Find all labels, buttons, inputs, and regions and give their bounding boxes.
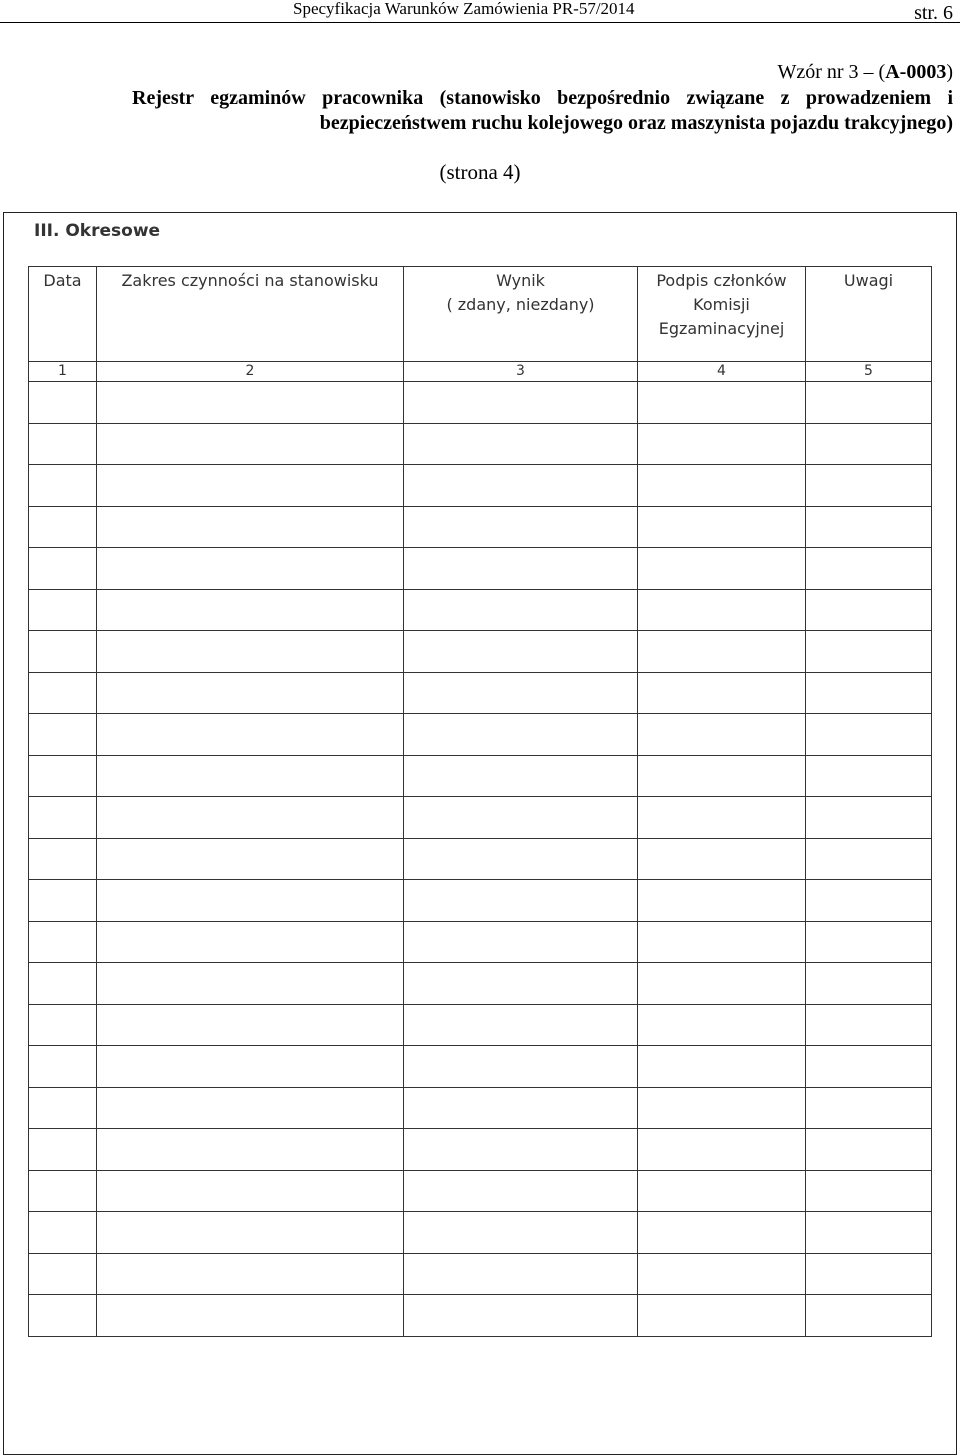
- table-row: [29, 1087, 932, 1129]
- signature-cell: [638, 1004, 806, 1046]
- remarks-cell: [806, 1087, 932, 1129]
- exam-register-table: [28, 266, 932, 1337]
- scope-cell: [97, 880, 404, 922]
- date-cell: [29, 963, 97, 1005]
- table-row: [29, 1004, 932, 1046]
- table-row: [29, 1046, 932, 1088]
- date-cell: [29, 589, 97, 631]
- signature-cell: [638, 465, 806, 507]
- column-number: 1: [29, 362, 97, 382]
- date-cell: [29, 1253, 97, 1295]
- scope-cell: [97, 672, 404, 714]
- result-cell: [404, 797, 638, 839]
- remarks-cell: [806, 880, 932, 922]
- table-row: [29, 382, 932, 424]
- scope-cell: [97, 382, 404, 424]
- subpage-label: (strona 4): [439, 160, 521, 184]
- result-cell: [404, 714, 638, 756]
- table-row: [29, 548, 932, 590]
- date-cell: [29, 672, 97, 714]
- remarks-cell: [806, 1004, 932, 1046]
- signature-cell: [638, 382, 806, 424]
- register-rows: [29, 382, 932, 1337]
- scope-cell: [97, 1170, 404, 1212]
- pattern-label: [777, 61, 953, 84]
- date-cell: [29, 1046, 97, 1088]
- scope-cell: [97, 755, 404, 797]
- remarks-cell: [806, 465, 932, 507]
- result-cell: [404, 589, 638, 631]
- scope-cell: [97, 714, 404, 756]
- table-row: [29, 631, 932, 673]
- table-row: [29, 714, 932, 756]
- scope-cell: [97, 1253, 404, 1295]
- table-row: [29, 921, 932, 963]
- scope-cell: [97, 1004, 404, 1046]
- column-header-remarks: Uwagi: [806, 267, 932, 362]
- page-number: str. 6: [914, 2, 953, 24]
- remarks-cell: [806, 631, 932, 673]
- date-cell: [29, 631, 97, 673]
- column-header-result: Wynik ( zdany, niezdany): [404, 267, 638, 362]
- signature-cell: [638, 880, 806, 922]
- remarks-cell: [806, 755, 932, 797]
- column-number: 3: [404, 362, 638, 382]
- scope-cell: [97, 631, 404, 673]
- scope-cell: [97, 1046, 404, 1088]
- result-cell: [404, 1253, 638, 1295]
- scope-cell: [97, 963, 404, 1005]
- column-header-scope: Zakres czynności na stanowisku: [97, 267, 404, 362]
- result-cell: [404, 423, 638, 465]
- result-cell: [404, 548, 638, 590]
- remarks-cell: [806, 1129, 932, 1171]
- table-row: [29, 1295, 932, 1337]
- page-header: [0, 0, 960, 23]
- date-cell: [29, 838, 97, 880]
- signature-cell: [638, 1170, 806, 1212]
- document-spec-title: Specyfikacja Warunków Zamówienia PR-57/2014: [293, 0, 635, 18]
- result-cell: [404, 672, 638, 714]
- pattern-code: A-0003: [885, 61, 947, 83]
- remarks-cell: [806, 548, 932, 590]
- remarks-cell: [806, 1212, 932, 1254]
- remarks-cell: [806, 963, 932, 1005]
- column-header-date: Data: [29, 267, 97, 362]
- signature-cell: [638, 1212, 806, 1254]
- date-cell: [29, 1170, 97, 1212]
- remarks-cell: [806, 714, 932, 756]
- scope-cell: [97, 506, 404, 548]
- result-cell: [404, 1004, 638, 1046]
- remarks-cell: [806, 1253, 932, 1295]
- remarks-cell: [806, 506, 932, 548]
- date-cell: [29, 1295, 97, 1337]
- date-cell: [29, 797, 97, 839]
- result-cell: [404, 755, 638, 797]
- scope-cell: [97, 1129, 404, 1171]
- register-title: Rejestr egzaminów pracownika (stanowisko bezpośrednio związane z prowadzeniem i bezpieczeństwem ruchu kolejowego oraz maszynista pojazdu trakcyjnego): [132, 87, 953, 134]
- table-row: [29, 1129, 932, 1171]
- result-cell: [404, 1129, 638, 1171]
- result-cell: [404, 921, 638, 963]
- table-row: [29, 880, 932, 922]
- signature-cell: [638, 963, 806, 1005]
- scope-cell: [97, 589, 404, 631]
- date-cell: [29, 880, 97, 922]
- remarks-cell: [806, 1046, 932, 1088]
- result-cell: [404, 465, 638, 507]
- result-cell: [404, 1170, 638, 1212]
- pattern-suffix: ): [946, 61, 953, 83]
- date-cell: [29, 506, 97, 548]
- table-row: [29, 465, 932, 507]
- date-cell: [29, 1004, 97, 1046]
- result-cell: [404, 1046, 638, 1088]
- result-cell: [404, 506, 638, 548]
- table-row: [29, 963, 932, 1005]
- date-cell: [29, 921, 97, 963]
- date-cell: [29, 1129, 97, 1171]
- column-number: 2: [97, 362, 404, 382]
- scope-cell: [97, 1212, 404, 1254]
- date-cell: [29, 755, 97, 797]
- signature-cell: [638, 755, 806, 797]
- column-number: 4: [638, 362, 806, 382]
- result-cell: [404, 880, 638, 922]
- result-cell: [404, 838, 638, 880]
- signature-cell: [638, 506, 806, 548]
- scope-cell: [97, 1295, 404, 1337]
- signature-cell: [638, 1295, 806, 1337]
- date-cell: [29, 465, 97, 507]
- signature-cell: [638, 921, 806, 963]
- section-title: III. Okresowe: [34, 221, 161, 241]
- result-cell: [404, 631, 638, 673]
- table-row: [29, 1212, 932, 1254]
- scope-cell: [97, 838, 404, 880]
- signature-cell: [638, 714, 806, 756]
- scope-cell: [97, 1087, 404, 1129]
- column-header-signature: Podpis członków Komisji Egzaminacyjnej: [638, 267, 806, 362]
- remarks-cell: [806, 838, 932, 880]
- table-row: [29, 755, 932, 797]
- signature-cell: [638, 838, 806, 880]
- signature-cell: [638, 1087, 806, 1129]
- date-cell: [29, 423, 97, 465]
- table-row: [29, 838, 932, 880]
- result-cell: [404, 1295, 638, 1337]
- scope-cell: [97, 921, 404, 963]
- table-row: [29, 672, 932, 714]
- scope-cell: [97, 548, 404, 590]
- date-cell: [29, 1212, 97, 1254]
- signature-cell: [638, 1046, 806, 1088]
- signature-cell: [638, 548, 806, 590]
- remarks-cell: [806, 589, 932, 631]
- remarks-cell: [806, 797, 932, 839]
- remarks-cell: [806, 672, 932, 714]
- table-row: [29, 1253, 932, 1295]
- signature-cell: [638, 672, 806, 714]
- table-row: [29, 423, 932, 465]
- table-row: [29, 797, 932, 839]
- date-cell: [29, 548, 97, 590]
- result-cell: [404, 963, 638, 1005]
- scope-cell: [97, 465, 404, 507]
- signature-cell: [638, 1253, 806, 1295]
- signature-cell: [638, 631, 806, 673]
- table-row: [29, 589, 932, 631]
- pattern-prefix: Wzór nr 3 – (: [777, 61, 886, 83]
- remarks-cell: [806, 1295, 932, 1337]
- signature-cell: [638, 797, 806, 839]
- result-cell: [404, 382, 638, 424]
- date-cell: [29, 1087, 97, 1129]
- column-number: 5: [806, 362, 932, 382]
- signature-cell: [638, 423, 806, 465]
- remarks-cell: [806, 1170, 932, 1212]
- remarks-cell: [806, 423, 932, 465]
- signature-cell: [638, 1129, 806, 1171]
- date-cell: [29, 382, 97, 424]
- table-row: [29, 1170, 932, 1212]
- result-cell: [404, 1212, 638, 1254]
- scope-cell: [97, 797, 404, 839]
- remarks-cell: [806, 382, 932, 424]
- date-cell: [29, 714, 97, 756]
- signature-cell: [638, 589, 806, 631]
- table-row: [29, 506, 932, 548]
- result-cell: [404, 1087, 638, 1129]
- remarks-cell: [806, 921, 932, 963]
- scope-cell: [97, 423, 404, 465]
